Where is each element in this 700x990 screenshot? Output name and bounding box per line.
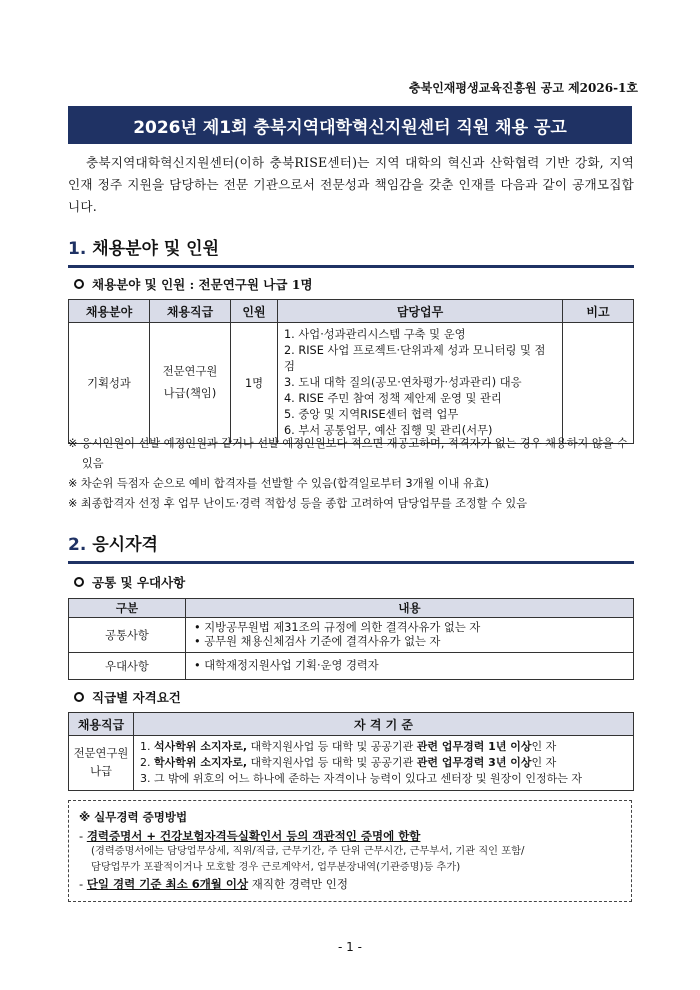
duty-item: 3. 도내 대학 질의(공모·연차평가·성과관리) 대응 [284,376,522,389]
proof-detail-2: 담당업무가 포괄적이거나 모호할 경우 근로계약서, 업무분장내역(기관증명)등 추가) [91,862,461,873]
table-row [69,736,634,791]
grade-line: 전문연구원 [162,365,218,378]
proof-rest: 재직한 경력만 인정 [248,877,348,891]
circle-bullet-icon [74,279,84,289]
intro-paragraph [68,152,634,218]
bullet-text: 공통 및 우대사항 [92,575,186,590]
criteria-suffix: 인 자 [531,740,557,753]
duty-item: 4. RISE 주민 참여 정책 제안제 운영 및 관리 [284,392,502,405]
table-row [69,653,634,680]
criteria-experience: 관련 업무경력 1년 이상 [416,740,532,753]
col-header: 내용 [186,599,634,618]
bullet-text: 채용분야 및 인원 : 전문연구원 나급 1명 [92,277,313,292]
grade-line: 나급 [90,765,112,778]
criteria-experience: 관련 업무경력 3년 이상 [416,756,532,769]
qualification-table [68,712,634,791]
section-2-bullet-1 [74,573,185,591]
row-content [186,653,634,680]
grade-line: 나급(책임) [163,387,217,400]
proof-line-2 [79,876,621,892]
criteria-text: 대학지원사업 등 대학 및 공공기관 [247,740,417,753]
dash: - [79,877,87,891]
circle-bullet-icon [74,692,84,702]
col-header: 채용직급 [69,713,134,736]
experience-proof-box [68,800,632,902]
col-header: 채용직급 [150,300,231,323]
proof-requirement: 경력증명서 + 건강보험자격득실확인서 등의 객관적인 증명에 한함 [86,829,421,843]
list-item: • 지방공무원법 제31조의 규정에 의한 결격사유가 없는 자 [194,621,481,634]
duty-item: 2. RISE 사업 프로젝트·단위과제 성과 모니터링 및 점검 [284,344,546,373]
grade-cell [150,323,231,444]
intro-text: 충북지역대학혁신지원센터(이하 충북RISE센터)는 지역 대학의 혁신과 산학협력 기반 강화, 지역인재 정주 지원을 담당하는 전문 기관으로서 전문성과 책임감을 갖춘 인재를 다음과 같이 공개모집합니다. [68,155,634,214]
duty-item: 5. 중앙 및 지역RISE센터 협력 업무 [284,408,459,421]
section-2-number: 2. [68,535,87,555]
field-cell: 기획성과 [69,323,150,444]
col-header: 비고 [563,300,634,323]
duty-item: 1. 사업·성과관리시스템 구축 및 운영 [284,328,466,341]
proof-line-1 [79,828,621,844]
grade-line: 전문연구원 [73,747,129,760]
section-2-title: 응시자격 [92,535,158,555]
section-2-bullet-2 [74,688,181,706]
criteria-num: 2. [140,756,154,769]
col-header: 자 격 기 준 [134,713,634,736]
page-title: 2026년 제1회 충북지역대학혁신지원센터 직원 채용 공고 [68,106,632,144]
grade-cell [69,736,134,791]
criteria-degree: 석사학위 소지자로, [154,740,248,753]
section-1-heading [68,234,634,268]
bullet-text: 직급별 자격요건 [92,690,181,705]
row-content [186,618,634,653]
list-item: • 공무원 채용신체검사 기준에 결격사유가 없는 자 [194,635,441,648]
list-item: • 대학재정지원사업 기획·운영 경력자 [194,659,379,672]
col-header: 채용분야 [69,300,150,323]
duties-cell [278,323,563,444]
notes-list [68,434,634,514]
dash: - [79,829,87,843]
section-1-bullet [74,275,313,293]
col-header: 인원 [231,300,278,323]
proof-heading: ※ 실무경력 증명방법 [79,810,188,824]
criteria-degree: 학사학위 소지자로, [154,756,248,769]
row-label: 우대사항 [69,653,186,680]
col-header: 구분 [69,599,186,618]
duty-item: 6. 부서 공통업무, 예산 집행 및 관리(서무) [284,424,493,437]
criteria-text: 3. 그 밖에 위호의 어느 하나에 준하는 자격이나 능력이 있다고 센터장 및 원장이 인정하는 자 [140,772,582,785]
criteria-text: 대학지원사업 등 대학 및 공공기관 [247,756,417,769]
section-1-number: 1. [68,239,87,259]
page-number: - 1 - [338,940,362,954]
section-1-title: 채용분야 및 인원 [92,239,220,259]
count-cell: 1명 [231,323,278,444]
criteria-cell [134,736,634,791]
note-item: ※ 최종합격자 선정 후 업무 난이도·경력 적합성 등을 종합 고려하여 담당업무를 조정할 수 있음 [68,497,528,510]
common-preference-table [68,598,634,680]
proof-minimum: 단일 경력 기준 최소 6개월 이상 [86,877,249,891]
table-row [69,323,634,444]
criteria-item [140,739,627,755]
section-2-heading [68,530,634,564]
notice-number: 충북인재평생교육진흥원 공고 제2026-1호 [409,81,638,95]
criteria-item [140,771,627,787]
criteria-num: 1. [140,740,154,753]
row-label: 공통사항 [69,618,186,653]
recruitment-table [68,299,634,444]
col-header: 담당업무 [278,300,563,323]
table-row [69,618,634,653]
note-item: ※ 차순위 득점자 순으로 예비 합격자를 선발할 수 있음(합격일로부터 3개월 이내 유효) [68,477,489,490]
proof-detail-1: (경력증명서에는 담당업무상세, 직위/직급, 근무기간, 주 단위 근무시간, 근무부서, 기관 직인 포함/ [91,846,525,857]
note-cell [563,323,634,444]
criteria-item [140,755,627,771]
criteria-suffix: 인 자 [531,756,557,769]
circle-bullet-icon [74,577,84,587]
note-item: ※ 응시인원이 선발 예정인원과 같거나 선발 예정인원보다 적으면 재공고하며, 적격자가 없는 경우 채용하지 않을 수 있음 [68,437,628,470]
